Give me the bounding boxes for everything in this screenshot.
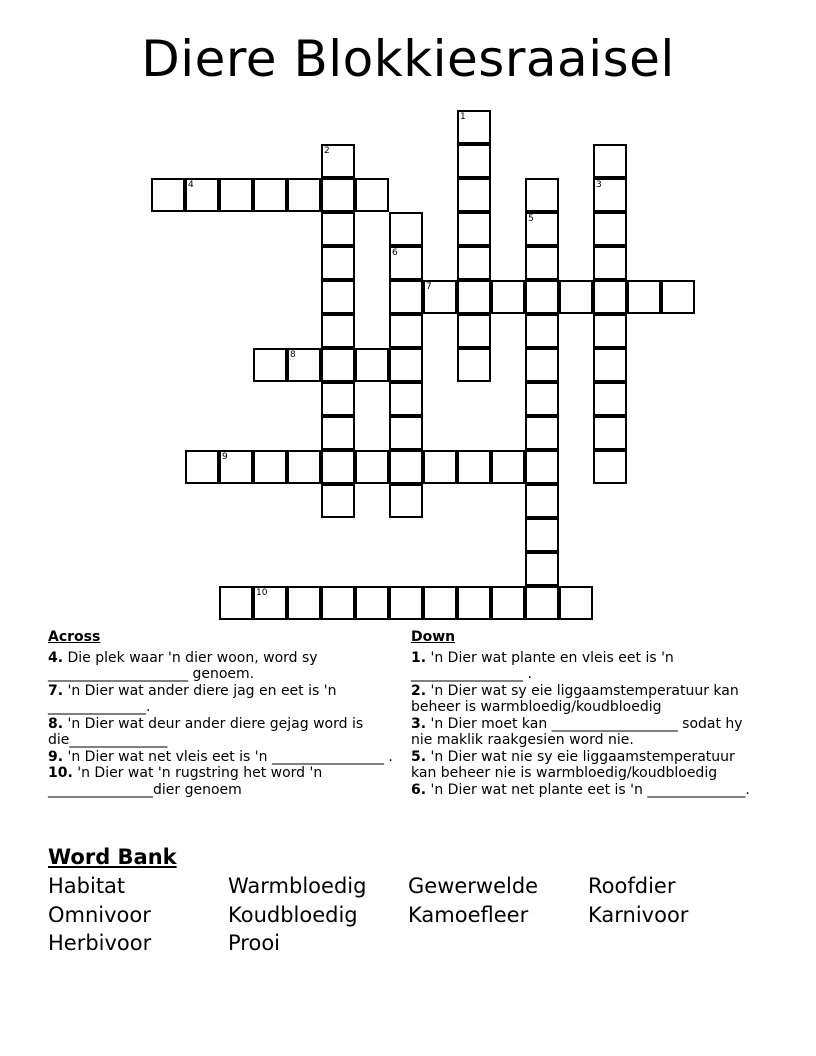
crossword-cell[interactable] [457,178,491,212]
crossword-cell[interactable] [355,586,389,620]
word-bank-title: Word Bank [48,845,177,869]
crossword-cell[interactable] [627,280,661,314]
clue-number: 6 [392,248,398,258]
crossword-cell[interactable] [321,144,355,178]
crossword-cell[interactable] [321,484,355,518]
clue-number: 2 [324,146,330,156]
crossword-cell[interactable] [389,348,423,382]
crossword-cell[interactable] [457,314,491,348]
crossword-cell[interactable] [355,178,389,212]
crossword-cell[interactable] [287,450,321,484]
crossword-cell[interactable] [287,178,321,212]
clue-number: 10 [256,588,268,598]
clue-across-4: 4. Die plek waar 'n dier woon, word sy ____________________ genoem. [48,649,323,682]
crossword-cell[interactable] [491,586,525,620]
crossword-cell[interactable] [661,280,695,314]
clue-down-6: 6. 'n Dier wat net plante eet is 'n ______________. [411,781,750,798]
crossword-cell[interactable] [457,110,491,144]
crossword-cell[interactable] [457,212,491,246]
crossword-cell[interactable] [457,450,491,484]
crossword-cell[interactable] [525,314,559,348]
crossword-cell[interactable] [593,382,627,416]
clue-number: 4 [188,180,194,190]
crossword-cell[interactable] [593,178,627,212]
crossword-cell[interactable] [593,450,627,484]
crossword-cell[interactable] [525,518,559,552]
crossword-cell[interactable] [253,450,287,484]
clue-number: 8 [290,350,296,360]
crossword-cell[interactable] [389,416,423,450]
crossword-cell[interactable] [185,178,219,212]
crossword-cell[interactable] [389,450,423,484]
crossword-cell[interactable] [321,212,355,246]
crossword-cell[interactable] [389,314,423,348]
crossword-cell[interactable] [525,552,559,586]
crossword-cell[interactable] [423,450,457,484]
crossword-cell[interactable] [389,382,423,416]
crossword-cell[interactable] [253,178,287,212]
clue-number: 3 [596,180,602,190]
clue-across-8: 8. 'n Dier wat deur ander diere gejag word is die______________ [48,715,368,748]
clue-across-7: 7. 'n Dier wat ander diere jag en eet is 'n ______________. [48,682,341,715]
crossword-cell[interactable] [321,280,355,314]
crossword-cell[interactable] [491,450,525,484]
crossword-cell[interactable] [423,280,457,314]
crossword-cell[interactable] [525,586,559,620]
word-bank-item: Warmbloedig [228,874,367,898]
crossword-cell[interactable] [457,280,491,314]
crossword-cell[interactable] [525,212,559,246]
crossword-cell[interactable] [321,314,355,348]
crossword-cell[interactable] [321,348,355,382]
crossword-cell[interactable] [321,382,355,416]
clue-down-3: 3. 'n Dier moet kan __________________ sodat hy nie maklik raakgesien word nie. [411,715,748,748]
crossword-cell[interactable] [525,348,559,382]
crossword-cell[interactable] [593,416,627,450]
crossword-cell[interactable] [321,246,355,280]
crossword-cell[interactable] [185,450,219,484]
crossword-cell[interactable] [389,280,423,314]
word-bank-item: Omnivoor [48,903,151,927]
down-heading: Down [411,629,456,645]
crossword-cell[interactable] [559,280,593,314]
crossword-cell[interactable] [253,586,287,620]
word-bank-item: Habitat [48,874,126,898]
crossword-cell[interactable] [355,450,389,484]
clue-down-2: 2. 'n Dier wat sy eie liggaamstemperatuur kan beheer is warmbloedig/koudbloedig [411,682,744,715]
crossword-cell[interactable] [525,416,559,450]
crossword-cell[interactable] [593,144,627,178]
crossword-cell[interactable] [457,144,491,178]
clue-down-5: 5. 'n Dier wat nie sy eie liggaamstemperatuur kan beheer nie is warmbloedig/koudbloedig [411,748,740,781]
crossword-cell[interactable] [389,246,423,280]
crossword-cell[interactable] [389,212,423,246]
down-clues [411,629,761,798]
crossword-cell[interactable] [423,586,457,620]
crossword-cell[interactable] [321,416,355,450]
clue-number: 9 [222,452,228,462]
crossword-cell[interactable] [457,348,491,382]
word-bank-item: Herbivoor [48,931,152,955]
crossword-cell[interactable] [457,586,491,620]
page-title: Diere Blokkiesraaisel [141,30,675,88]
clue-across-9: 9. 'n Dier wat net vleis eet is 'n ________________ . [48,748,393,765]
crossword-cell[interactable] [525,178,559,212]
word-bank-item: Kamoefleer [408,903,529,927]
clue-down-1: 1. 'n Dier wat plante en vleis eet is 'n ________________ . [411,649,679,682]
crossword-cell[interactable] [389,586,423,620]
clue-number: 7 [426,282,432,292]
crossword-cell[interactable] [593,314,627,348]
crossword-cell[interactable] [219,586,253,620]
crossword-cell[interactable] [287,348,321,382]
crossword-cell[interactable] [219,178,253,212]
crossword-cell[interactable] [253,348,287,382]
crossword-cell[interactable] [525,280,559,314]
clue-number: 5 [528,214,534,224]
word-bank-item: Koudbloedig [228,903,358,927]
crossword-cell[interactable] [151,178,185,212]
crossword-cell[interactable] [525,246,559,280]
word-bank-item: Roofdier [588,874,676,898]
crossword-cell[interactable] [593,212,627,246]
across-clues [48,629,393,798]
clue-number: 1 [460,112,466,122]
crossword-cell[interactable] [321,586,355,620]
crossword-cell[interactable] [491,280,525,314]
crossword-cell[interactable] [525,382,559,416]
crossword-cell[interactable] [457,246,491,280]
crossword-cell[interactable] [593,246,627,280]
crossword-cell[interactable] [355,348,389,382]
word-bank-item: Prooi [228,931,280,955]
crossword-cell[interactable] [389,484,423,518]
crossword-cell[interactable] [321,178,355,212]
crossword-cell[interactable] [525,450,559,484]
clue-across-10: 10. 'n Dier wat 'n rugstring het word 'n _______________dier genoem [48,765,327,798]
crossword-cell[interactable] [593,280,627,314]
crossword-cell[interactable] [219,450,253,484]
crossword-cell[interactable] [525,484,559,518]
crossword-cell[interactable] [287,586,321,620]
crossword-cell[interactable] [321,450,355,484]
crossword-cell[interactable] [559,586,593,620]
word-bank-item: Karnivoor [588,903,689,927]
across-heading: Across [48,629,101,645]
word-bank-item: Gewerwelde [408,874,539,898]
crossword-cell[interactable] [593,348,627,382]
